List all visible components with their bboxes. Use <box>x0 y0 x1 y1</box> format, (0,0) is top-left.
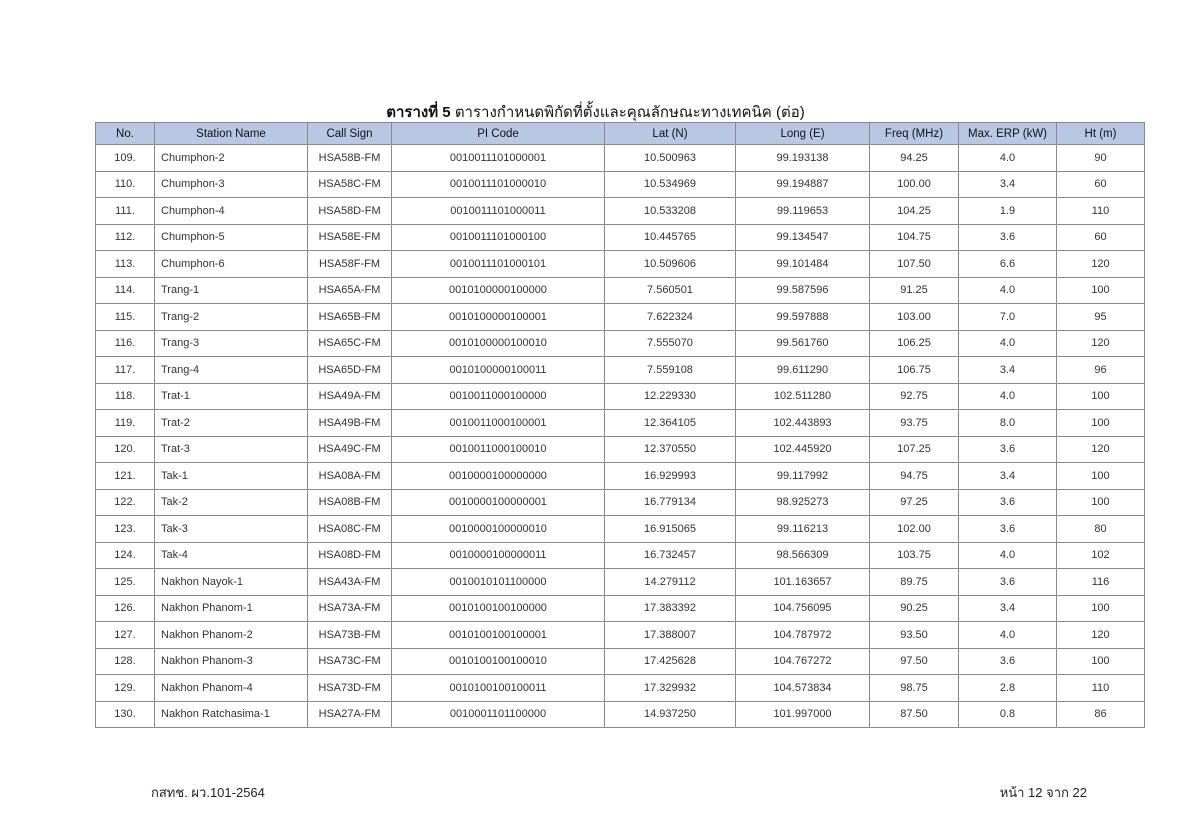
cell-long: 99.117992 <box>736 463 870 490</box>
cell-long: 99.101484 <box>736 251 870 278</box>
cell-erp: 4.0 <box>959 622 1057 649</box>
cell-pi-code: 0010011000100010 <box>392 436 605 463</box>
cell-station-name: Chumphon-5 <box>155 224 308 251</box>
cell-lat: 12.229330 <box>605 383 736 410</box>
cell-station-name: Trat-1 <box>155 383 308 410</box>
table-row <box>96 701 1145 728</box>
cell-long: 102.511280 <box>736 383 870 410</box>
cell-freq: 102.00 <box>870 516 959 543</box>
cell-long: 99.193138 <box>736 145 870 172</box>
cell-height: 100 <box>1057 410 1145 437</box>
cell-lat: 16.915065 <box>605 516 736 543</box>
cell-lat: 17.388007 <box>605 622 736 649</box>
cell-pi-code: 0010100000100011 <box>392 357 605 384</box>
cell-call-sign: HSA73C-FM <box>308 648 392 675</box>
header-col-no: No. <box>96 123 155 145</box>
cell-pi-code: 0010011101000001 <box>392 145 605 172</box>
cell-long: 102.443893 <box>736 410 870 437</box>
cell-station-name: Tak-1 <box>155 463 308 490</box>
header-col-call-sign: Call Sign <box>308 123 392 145</box>
cell-height: 100 <box>1057 383 1145 410</box>
cell-call-sign: HSA58C-FM <box>308 171 392 198</box>
cell-lat: 16.732457 <box>605 542 736 569</box>
cell-height: 110 <box>1057 675 1145 702</box>
header-col-lat: Lat (N) <box>605 123 736 145</box>
cell-erp: 4.0 <box>959 277 1057 304</box>
header-col-station-name: Station Name <box>155 123 308 145</box>
table-row <box>96 463 1145 490</box>
cell-station-name: Nakhon Nayok-1 <box>155 569 308 596</box>
cell-long: 99.587596 <box>736 277 870 304</box>
cell-lat: 10.500963 <box>605 145 736 172</box>
cell-erp: 4.0 <box>959 542 1057 569</box>
cell-station-name: Trat-2 <box>155 410 308 437</box>
cell-station-name: Trang-2 <box>155 304 308 331</box>
cell-call-sign: HSA58F-FM <box>308 251 392 278</box>
cell-station-name: Trat-3 <box>155 436 308 463</box>
cell-freq: 106.25 <box>870 330 959 357</box>
cell-freq: 94.75 <box>870 463 959 490</box>
cell-call-sign: HSA49B-FM <box>308 410 392 437</box>
cell-station-name: Tak-4 <box>155 542 308 569</box>
cell-station-name: Nakhon Phanom-4 <box>155 675 308 702</box>
table-row <box>96 198 1145 225</box>
cell-height: 90 <box>1057 145 1145 172</box>
cell-freq: 92.75 <box>870 383 959 410</box>
cell-lat: 17.383392 <box>605 595 736 622</box>
cell-no: 123. <box>96 516 155 543</box>
cell-freq: 93.50 <box>870 622 959 649</box>
cell-height: 100 <box>1057 489 1145 516</box>
cell-long: 102.445920 <box>736 436 870 463</box>
cell-long: 104.767272 <box>736 648 870 675</box>
cell-no: 124. <box>96 542 155 569</box>
cell-erp: 3.4 <box>959 463 1057 490</box>
table-row <box>96 436 1145 463</box>
cell-freq: 91.25 <box>870 277 959 304</box>
cell-freq: 103.75 <box>870 542 959 569</box>
cell-no: 130. <box>96 701 155 728</box>
cell-pi-code: 0010000100000010 <box>392 516 605 543</box>
table-caption-number: ตารางที่ 5 <box>386 104 451 121</box>
cell-station-name: Chumphon-2 <box>155 145 308 172</box>
cell-call-sign: HSA73A-FM <box>308 595 392 622</box>
cell-freq: 93.75 <box>870 410 959 437</box>
table-row <box>96 595 1145 622</box>
cell-height: 60 <box>1057 171 1145 198</box>
cell-long: 99.194887 <box>736 171 870 198</box>
cell-freq: 104.75 <box>870 224 959 251</box>
cell-lat: 17.425628 <box>605 648 736 675</box>
cell-call-sign: HSA08D-FM <box>308 542 392 569</box>
table-row <box>96 357 1145 384</box>
cell-erp: 2.8 <box>959 675 1057 702</box>
cell-no: 119. <box>96 410 155 437</box>
cell-no: 111. <box>96 198 155 225</box>
cell-freq: 104.25 <box>870 198 959 225</box>
cell-pi-code: 0010100100100000 <box>392 595 605 622</box>
cell-long: 99.597888 <box>736 304 870 331</box>
table-row <box>96 304 1145 331</box>
cell-erp: 7.0 <box>959 304 1057 331</box>
cell-call-sign: HSA08C-FM <box>308 516 392 543</box>
table-caption-text: ตารางกำหนดพิกัดที่ตั้งและคุณลักษณะทางเทคนิค (ต่อ) <box>454 104 805 121</box>
cell-pi-code: 0010011101000101 <box>392 251 605 278</box>
cell-no: 117. <box>96 357 155 384</box>
table-row <box>96 675 1145 702</box>
table-header-row <box>96 123 1145 145</box>
cell-pi-code: 0010100100100001 <box>392 622 605 649</box>
cell-erp: 3.4 <box>959 357 1057 384</box>
station-table <box>95 122 1145 728</box>
cell-lat: 14.937250 <box>605 701 736 728</box>
cell-long: 98.566309 <box>736 542 870 569</box>
cell-pi-code: 0010000100000001 <box>392 489 605 516</box>
table-row <box>96 171 1145 198</box>
cell-height: 100 <box>1057 463 1145 490</box>
cell-pi-code: 0010100000100001 <box>392 304 605 331</box>
cell-erp: 4.0 <box>959 383 1057 410</box>
header-col-erp: Max. ERP (kW) <box>959 123 1057 145</box>
cell-erp: 3.4 <box>959 171 1057 198</box>
cell-station-name: Chumphon-3 <box>155 171 308 198</box>
cell-long: 104.787972 <box>736 622 870 649</box>
cell-freq: 103.00 <box>870 304 959 331</box>
cell-call-sign: HSA73D-FM <box>308 675 392 702</box>
cell-freq: 107.50 <box>870 251 959 278</box>
cell-no: 112. <box>96 224 155 251</box>
cell-erp: 3.4 <box>959 595 1057 622</box>
cell-no: 118. <box>96 383 155 410</box>
table-row <box>96 489 1145 516</box>
cell-freq: 89.75 <box>870 569 959 596</box>
cell-station-name: Nakhon Phanom-2 <box>155 622 308 649</box>
cell-station-name: Nakhon Ratchasima-1 <box>155 701 308 728</box>
cell-station-name: Chumphon-6 <box>155 251 308 278</box>
cell-call-sign: HSA65A-FM <box>308 277 392 304</box>
cell-pi-code: 0010001101100000 <box>392 701 605 728</box>
cell-pi-code: 0010011101000011 <box>392 198 605 225</box>
cell-call-sign: HSA08B-FM <box>308 489 392 516</box>
cell-height: 96 <box>1057 357 1145 384</box>
cell-long: 99.116213 <box>736 516 870 543</box>
cell-call-sign: HSA49A-FM <box>308 383 392 410</box>
cell-erp: 3.6 <box>959 569 1057 596</box>
cell-call-sign: HSA49C-FM <box>308 436 392 463</box>
header-col-long: Long (E) <box>736 123 870 145</box>
table-row <box>96 622 1145 649</box>
cell-freq: 87.50 <box>870 701 959 728</box>
cell-lat: 16.779134 <box>605 489 736 516</box>
cell-pi-code: 0010011101000100 <box>392 224 605 251</box>
cell-height: 60 <box>1057 224 1145 251</box>
cell-erp: 0.8 <box>959 701 1057 728</box>
cell-call-sign: HSA73B-FM <box>308 622 392 649</box>
table-row <box>96 145 1145 172</box>
cell-height: 100 <box>1057 648 1145 675</box>
table-row <box>96 516 1145 543</box>
page-number: หน้า 12 จาก 22 <box>999 785 1087 800</box>
cell-pi-code: 0010000100000011 <box>392 542 605 569</box>
cell-long: 101.163657 <box>736 569 870 596</box>
cell-long: 99.134547 <box>736 224 870 251</box>
cell-long: 101.997000 <box>736 701 870 728</box>
table-row <box>96 330 1145 357</box>
cell-call-sign: HSA65C-FM <box>308 330 392 357</box>
cell-freq: 106.75 <box>870 357 959 384</box>
cell-long: 98.925273 <box>736 489 870 516</box>
cell-lat: 14.279112 <box>605 569 736 596</box>
cell-erp: 8.0 <box>959 410 1057 437</box>
cell-no: 113. <box>96 251 155 278</box>
cell-station-name: Tak-3 <box>155 516 308 543</box>
cell-long: 99.561760 <box>736 330 870 357</box>
cell-height: 120 <box>1057 622 1145 649</box>
cell-height: 120 <box>1057 330 1145 357</box>
cell-no: 115. <box>96 304 155 331</box>
cell-lat: 12.364105 <box>605 410 736 437</box>
cell-pi-code: 0010011000100000 <box>392 383 605 410</box>
cell-height: 120 <box>1057 251 1145 278</box>
cell-erp: 3.6 <box>959 516 1057 543</box>
cell-pi-code: 0010000100000000 <box>392 463 605 490</box>
cell-no: 114. <box>96 277 155 304</box>
cell-no: 116. <box>96 330 155 357</box>
cell-no: 120. <box>96 436 155 463</box>
cell-lat: 10.509606 <box>605 251 736 278</box>
cell-station-name: Nakhon Phanom-1 <box>155 595 308 622</box>
table-row <box>96 251 1145 278</box>
cell-no: 126. <box>96 595 155 622</box>
table-row <box>96 277 1145 304</box>
cell-lat: 10.445765 <box>605 224 736 251</box>
cell-call-sign: HSA27A-FM <box>308 701 392 728</box>
table-row <box>96 383 1145 410</box>
cell-no: 109. <box>96 145 155 172</box>
cell-lat: 7.555070 <box>605 330 736 357</box>
header-col-freq: Freq (MHz) <box>870 123 959 145</box>
cell-station-name: Nakhon Phanom-3 <box>155 648 308 675</box>
cell-long: 99.119653 <box>736 198 870 225</box>
cell-freq: 97.50 <box>870 648 959 675</box>
cell-erp: 1.9 <box>959 198 1057 225</box>
cell-height: 95 <box>1057 304 1145 331</box>
cell-height: 100 <box>1057 595 1145 622</box>
cell-no: 127. <box>96 622 155 649</box>
cell-lat: 7.622324 <box>605 304 736 331</box>
cell-long: 104.573834 <box>736 675 870 702</box>
cell-long: 104.756095 <box>736 595 870 622</box>
cell-call-sign: HSA08A-FM <box>308 463 392 490</box>
cell-lat: 16.929993 <box>605 463 736 490</box>
table-row <box>96 648 1145 675</box>
cell-no: 110. <box>96 171 155 198</box>
document-code: กสทช. ผว.101-2564 <box>151 785 265 800</box>
cell-pi-code: 0010100100100010 <box>392 648 605 675</box>
cell-erp: 4.0 <box>959 145 1057 172</box>
cell-no: 128. <box>96 648 155 675</box>
cell-station-name: Trang-4 <box>155 357 308 384</box>
table-caption <box>0 100 1191 124</box>
cell-pi-code: 0010100000100000 <box>392 277 605 304</box>
cell-lat: 7.560501 <box>605 277 736 304</box>
cell-call-sign: HSA58D-FM <box>308 198 392 225</box>
cell-erp: 4.0 <box>959 330 1057 357</box>
table-row <box>96 569 1145 596</box>
cell-station-name: Chumphon-4 <box>155 198 308 225</box>
cell-no: 125. <box>96 569 155 596</box>
cell-height: 110 <box>1057 198 1145 225</box>
cell-call-sign: HSA65B-FM <box>308 304 392 331</box>
cell-erp: 3.6 <box>959 436 1057 463</box>
cell-height: 116 <box>1057 569 1145 596</box>
cell-lat: 17.329932 <box>605 675 736 702</box>
cell-erp: 3.6 <box>959 648 1057 675</box>
cell-height: 80 <box>1057 516 1145 543</box>
table-body <box>96 145 1145 728</box>
header-col-pi-code: PI Code <box>392 123 605 145</box>
header-col-height: Ht (m) <box>1057 123 1145 145</box>
cell-height: 102 <box>1057 542 1145 569</box>
cell-freq: 94.25 <box>870 145 959 172</box>
cell-no: 121. <box>96 463 155 490</box>
cell-freq: 107.25 <box>870 436 959 463</box>
table-row <box>96 542 1145 569</box>
cell-call-sign: HSA43A-FM <box>308 569 392 596</box>
cell-height: 86 <box>1057 701 1145 728</box>
cell-station-name: Tak-2 <box>155 489 308 516</box>
cell-lat: 12.370550 <box>605 436 736 463</box>
cell-erp: 3.6 <box>959 224 1057 251</box>
cell-call-sign: HSA58B-FM <box>308 145 392 172</box>
table-row <box>96 410 1145 437</box>
cell-pi-code: 0010011000100001 <box>392 410 605 437</box>
cell-pi-code: 0010011101000010 <box>392 171 605 198</box>
cell-lat: 10.533208 <box>605 198 736 225</box>
cell-freq: 100.00 <box>870 171 959 198</box>
cell-height: 100 <box>1057 277 1145 304</box>
cell-call-sign: HSA58E-FM <box>308 224 392 251</box>
cell-no: 129. <box>96 675 155 702</box>
cell-station-name: Trang-1 <box>155 277 308 304</box>
table-row <box>96 224 1145 251</box>
cell-lat: 10.534969 <box>605 171 736 198</box>
cell-erp: 3.6 <box>959 489 1057 516</box>
cell-freq: 90.25 <box>870 595 959 622</box>
cell-pi-code: 0010100000100010 <box>392 330 605 357</box>
cell-freq: 97.25 <box>870 489 959 516</box>
cell-height: 120 <box>1057 436 1145 463</box>
cell-station-name: Trang-3 <box>155 330 308 357</box>
cell-long: 99.611290 <box>736 357 870 384</box>
cell-no: 122. <box>96 489 155 516</box>
cell-call-sign: HSA65D-FM <box>308 357 392 384</box>
cell-freq: 98.75 <box>870 675 959 702</box>
cell-pi-code: 0010010101100000 <box>392 569 605 596</box>
cell-lat: 7.559108 <box>605 357 736 384</box>
cell-erp: 6.6 <box>959 251 1057 278</box>
cell-pi-code: 0010100100100011 <box>392 675 605 702</box>
